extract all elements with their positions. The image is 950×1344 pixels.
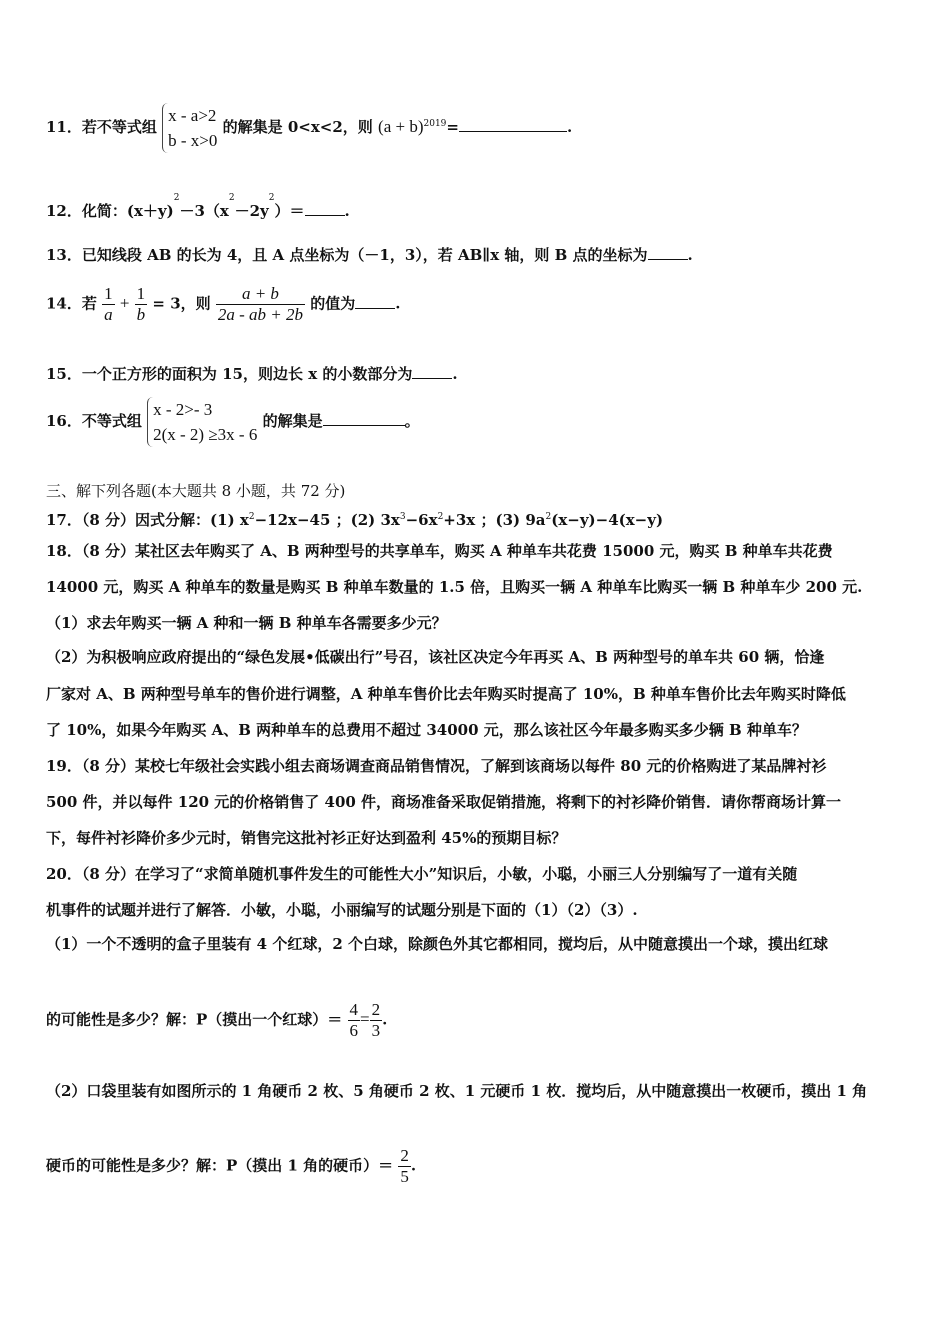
section-3-heading: 三、解下列各题(本大题共 8 小题，共 72 分) — [46, 482, 346, 500]
q16-end: 。 — [404, 412, 420, 430]
q14-f3-numerator: a + b — [241, 284, 279, 303]
q20-line-5: （2）口袋里装有如图所示的 1 角硬币 2 枚、5 角硬币 2 枚、1 元硬币 1 枚．搅均后，从中随意摸出一枚硬币，摸出 1 角 — [46, 1082, 868, 1100]
q17-exp-1: 2 — [248, 512, 255, 522]
q11-end: . — [566, 118, 573, 136]
q12-part-2: －3（x — [179, 202, 229, 220]
question-17 — [46, 507, 663, 530]
q20-line-1: 20．（8 分）在学习了“求简单随机事件发生的可能性大小”知识后，小敏，小聪，小丽三人分别编写了一道有关随 — [46, 865, 798, 883]
q16-answer-blank[interactable] — [323, 411, 405, 426]
q13-text: 13．已知线段 AB 的长为 4，且 A 点坐标为（－1，3），若 AB∥x 轴，则 B 点的坐标为 — [46, 246, 648, 264]
q14-fraction-2 — [135, 284, 148, 325]
q20-answer-2 — [46, 1146, 416, 1187]
q14-fraction-1 — [102, 284, 115, 325]
q16-inequality-system — [147, 397, 257, 447]
q11-system-row-2: b - x>0 — [168, 131, 218, 150]
q12-part-4: ）＝ — [274, 202, 305, 220]
q20-f1-numerator: 4 — [349, 1000, 359, 1019]
q14-middle-text: = 3，则 — [152, 294, 211, 313]
q17-part-2: −12x−45 ；(2) 3x — [254, 511, 400, 529]
q14-end: . — [395, 294, 401, 313]
q17-part-5: (x−y)−4(x−y) — [551, 511, 664, 529]
q19-line-3: 下，每件衬衫降价多少元时，销售完这批衬衫正好达到盈利 45%的预期目标？ — [46, 829, 567, 847]
q19-line-1: 19．（8 分）某校七年级社会实践小组去商场调查商品销售情况，了解到该商场以每件 80 元的价格购进了某品牌衬衫 — [46, 757, 827, 775]
q14-post: 的值为 — [310, 294, 356, 313]
q11-answer-blank[interactable] — [459, 117, 567, 132]
question-16 — [46, 397, 420, 447]
q12-number: 12． — [46, 202, 82, 220]
q11-system-row-1: x - a>2 — [168, 106, 217, 125]
q11-number: 11． — [46, 118, 82, 136]
q14-prefix: 14．若 — [46, 294, 97, 313]
q14-f1-denominator: a — [104, 305, 113, 324]
q20-f3-denominator: 5 — [400, 1167, 409, 1186]
q20-line-3: （1）一个不透明的盒子里装有 4 个红球，2 个白球，除颜色外其它都相同，搅均后，从中随意摸出一个球，摸出红球 — [46, 935, 828, 953]
q20-fraction-2-5 — [398, 1146, 411, 1187]
q19-line-2: 500 件，并以每件 120 元的价格销售了 400 件，商场准备采取促销措施，将剩下的衬衫降价销售．请你帮商场计算一 — [46, 793, 842, 811]
q12-answer-blank[interactable] — [305, 201, 345, 216]
q18-line-5: 厂家对 A、B 两种型号单车的售价进行调整，A 种单车售价比去年购买时提高了 10%，B 种单车售价比去年购买时降低 — [46, 685, 846, 703]
q12-part-1: 化简：(x＋y) — [81, 202, 174, 220]
q13-end: . — [687, 246, 693, 264]
q17-exp-4: 2 — [545, 512, 552, 522]
q17-part-4: +3x ；(3) 9a — [443, 511, 546, 529]
q12-exp-1: 2 — [173, 193, 180, 203]
q11-equals: = — [446, 118, 459, 136]
q20-line-2: 机事件的试题并进行了解答．小敏，小聪，小丽编写的试题分别是下面的（1）（2）（3）. — [46, 901, 638, 919]
q20-line-6: 硬币的可能性是多少？解：P（摸出 1 角的硬币）＝ — [46, 1156, 394, 1175]
q14-f2-denominator: b — [136, 305, 146, 324]
question-15 — [46, 364, 458, 384]
q11-expression: (a + b) — [378, 117, 424, 136]
q11-inequality-system — [162, 103, 217, 153]
q14-f1-numerator: 1 — [104, 284, 113, 303]
q20-equals: = — [360, 1009, 370, 1029]
q14-fraction-3 — [216, 284, 305, 325]
q17-exp-2: 3 — [399, 512, 406, 522]
q20-f2-denominator: 3 — [371, 1021, 381, 1040]
q12-part-3: －2y — [234, 202, 269, 220]
question-11 — [46, 103, 572, 153]
q18-line-1: 18．（8 分）某社区去年购买了 A、B 两种型号的共享单车，购买 A 种单车共花费 15000 元，购买 B 种单车共花费 — [46, 542, 833, 560]
q12-exp-2: 2 — [228, 193, 235, 203]
q11-exponent: 2019 — [423, 119, 447, 129]
q20-end-1: . — [382, 1010, 388, 1029]
q17-exp-3: 2 — [437, 512, 444, 522]
q20-fraction-4-6 — [348, 1000, 361, 1041]
q16-prefix: 16．不等式组 — [46, 412, 142, 430]
q14-plus: + — [119, 293, 130, 313]
question-14 — [46, 284, 401, 325]
q13-answer-blank[interactable] — [648, 245, 688, 260]
q16-post: 的解集是 — [262, 412, 323, 430]
q14-f3-denominator: 2a - ab + 2b — [217, 305, 304, 324]
q12-exp-3: 2 — [268, 193, 275, 203]
q20-end-2: . — [410, 1156, 417, 1175]
q20-line-4: 的可能性是多少？解：P（摸出一个红球）＝ — [46, 1010, 343, 1029]
q16-system-row-2: 2(x - 2) ≥3x - 6 — [153, 425, 258, 444]
q11-prefix: 若不等式组 — [81, 118, 157, 136]
q14-f2-numerator: 1 — [136, 284, 146, 303]
q12-end: . — [344, 202, 350, 220]
q18-line-3: （1）求去年购买一辆 A 种和一辆 B 种单车各需要多少元？ — [46, 614, 447, 632]
q15-end: . — [452, 365, 458, 383]
q14-answer-blank[interactable] — [355, 294, 395, 309]
q15-answer-blank[interactable] — [412, 364, 452, 379]
q20-f1-denominator: 6 — [349, 1021, 359, 1040]
q11-middle-text: 的解集是 0<x<2，则 — [222, 118, 373, 136]
q20-answer-1 — [46, 1000, 387, 1041]
q18-line-4: （2）为积极响应政府提出的“绿色发展•低碳出行”号召，该社区决定今年再买 A、B 两种型号的单车共 60 辆，恰逢 — [46, 648, 825, 666]
q17-part-1: 17．（8 分）因式分解：(1) x — [46, 511, 249, 529]
q20-f3-numerator: 2 — [400, 1146, 409, 1165]
q17-part-3: −6x — [405, 511, 438, 529]
q20-fraction-2-3 — [370, 1000, 383, 1041]
q18-line-6: 了 10%，如果今年购买 A、B 两种单车的总费用不超过 34000 元，那么该社区今年最多购买多少辆 B 种单车？ — [46, 721, 807, 739]
question-13 — [46, 245, 693, 265]
q16-system-row-1: x - 2>- 3 — [153, 400, 213, 419]
question-12 — [46, 193, 350, 221]
q15-text: 15．一个正方形的面积为 15，则边长 x 的小数部分为 — [46, 365, 413, 383]
q20-f2-numerator: 2 — [371, 1000, 381, 1019]
q18-line-2: 14000 元，购买 A 种单车的数量是购买 B 种单车数量的 1.5 倍，且购买一辆 A 种单车比购买一辆 B 种单车少 200 元. — [46, 578, 863, 596]
